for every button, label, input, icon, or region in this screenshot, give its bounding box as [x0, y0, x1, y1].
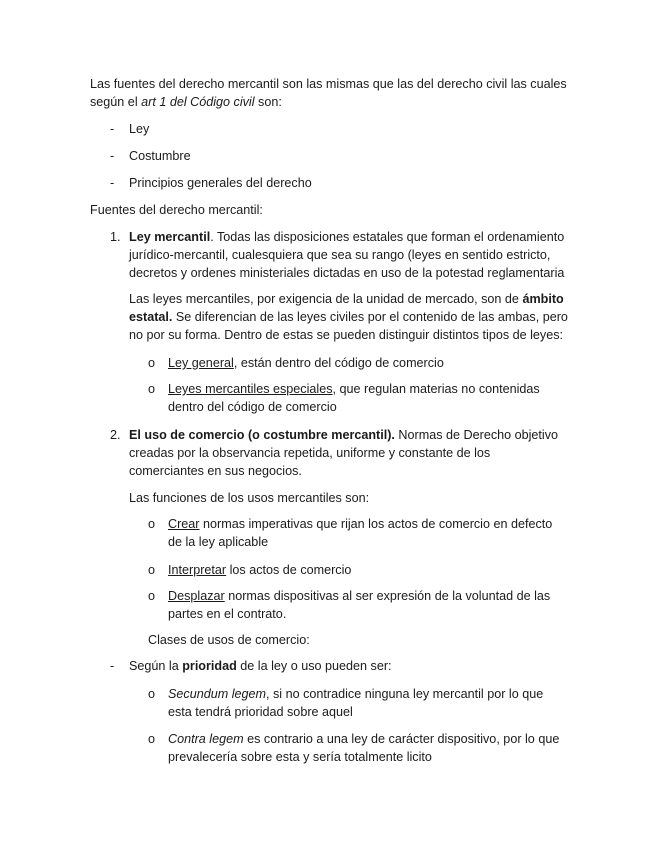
item-2-line-1: Normas de Derecho objetivo — [394, 428, 559, 442]
intro-line-1: Las fuentes del derecho mercantil son las mismas que las del derecho civil las cuales — [90, 77, 567, 91]
sub-item-leyes-especiales — [168, 380, 588, 416]
priority-bold: prioridad — [182, 659, 237, 673]
ley-general-text: , están dentro del código de comercio — [233, 356, 444, 370]
item-1-line-1: . Todas las disposiciones estatales que forman el ordenamiento — [210, 230, 565, 244]
ley-general-term: Ley general — [168, 356, 234, 370]
item-1-line-3: decretos y ordenes ministeriales dictadas en uso de la potestad reglamentaria — [129, 266, 565, 280]
leyes-especiales-text: , que regulan materias no contenidas — [332, 382, 540, 396]
crear-text: normas imperativas que rijan los actos de comercio en defecto — [199, 517, 553, 531]
contra-legem-item — [168, 730, 588, 766]
item-2-text — [129, 426, 579, 480]
intro-line-2-post: son: — [254, 95, 282, 109]
desplazar-text: normas dispositivas al ser expresión de la voluntad de las — [224, 589, 551, 603]
secundum-legem-line-2: esta tendrá prioridad sobre aquel — [168, 705, 353, 719]
leyes-especiales-term: Leyes mercantiles especiales — [168, 382, 333, 396]
priority-pre: Según la — [129, 659, 183, 673]
circle-bullet: o — [148, 687, 156, 701]
intro-law-reference: art 1 del Código civil — [141, 95, 255, 109]
crear-line-2: de la ley aplicable — [168, 535, 269, 549]
interpretar-text: los actos de comercio — [226, 563, 352, 577]
dash-bullet: - — [110, 659, 115, 673]
item-1-line-2: jurídico-mercantil, cualesquiera que sea su rango (leyes en sentido estricto, — [129, 248, 551, 262]
circle-bullet: o — [148, 563, 156, 577]
priority-line — [129, 657, 579, 675]
interpretar-term: Interpretar — [168, 563, 227, 577]
function-desplazar — [168, 587, 588, 623]
item-1-para-bold-2: estatal. — [129, 310, 173, 324]
classes-heading: Clases de usos de comercio: — [148, 633, 310, 647]
contra-legem-text: es contrario a una ley de carácter dispositivo, por lo que — [243, 732, 560, 746]
source-item-costumbre: Costumbre — [129, 149, 191, 163]
circle-bullet: o — [148, 732, 156, 746]
circle-bullet: o — [148, 356, 156, 370]
priority-post: de la ley o uso pueden ser: — [236, 659, 392, 673]
intro-line-2-pre: según el — [90, 95, 142, 109]
secundum-legem-item — [168, 685, 588, 721]
function-crear — [168, 515, 588, 551]
circle-bullet: o — [148, 517, 156, 531]
intro-paragraph — [90, 75, 610, 111]
circle-bullet: o — [148, 589, 156, 603]
secundum-legem-term: Secundum legem — [168, 687, 267, 701]
item-1-text — [129, 228, 579, 282]
item-1-title: Ley mercantil — [129, 230, 211, 244]
circle-bullet: o — [148, 382, 156, 396]
contra-legem-term: Contra legem — [168, 732, 244, 746]
item-1-para-line-2: Se diferencian de las leyes civiles por el contenido de las ambas, pero — [172, 310, 568, 324]
item-1-paragraph — [129, 290, 579, 344]
item-2-number: 2. — [110, 428, 121, 442]
source-item-ley: Ley — [129, 122, 150, 136]
item-1-para-line-1: Las leyes mercantiles, por exigencia de la unidad de mercado, son de — [129, 292, 523, 306]
dash-bullet: - — [110, 149, 115, 163]
source-item-principios: Principios generales del derecho — [129, 176, 312, 190]
dash-bullet: - — [110, 122, 115, 136]
item-1-para-line-3: no por su forma. Dentro de estas se pueden distinguir distintos tipos de leyes: — [129, 328, 564, 342]
functions-intro: Las funciones de los usos mercantiles son: — [129, 491, 370, 505]
item-2-line-2: creadas por la observancia repetida, uniforme y constante de los — [129, 446, 491, 460]
sub-item-ley-general — [168, 354, 588, 372]
secundum-legem-text: , si no contradice ninguna ley mercantil por lo que — [266, 687, 544, 701]
item-2-line-3: comerciantes en sus negocios. — [129, 464, 302, 478]
crear-term: Crear — [168, 517, 200, 531]
item-1-number: 1. — [110, 230, 121, 244]
contra-legem-line-2: prevalecería sobre esta y sería totalmente licito — [168, 750, 432, 764]
desplazar-line-2: partes en el contrato. — [168, 607, 287, 621]
dash-bullet: - — [110, 176, 115, 190]
fuentes-heading: Fuentes del derecho mercantil: — [90, 203, 263, 217]
function-interpretar — [168, 561, 588, 579]
item-2-title: El uso de comercio (o costumbre mercantil). — [129, 428, 395, 442]
desplazar-term: Desplazar — [168, 589, 225, 603]
item-1-para-bold-1: ámbito — [522, 292, 564, 306]
leyes-especiales-line-2: dentro del código de comercio — [168, 400, 337, 414]
